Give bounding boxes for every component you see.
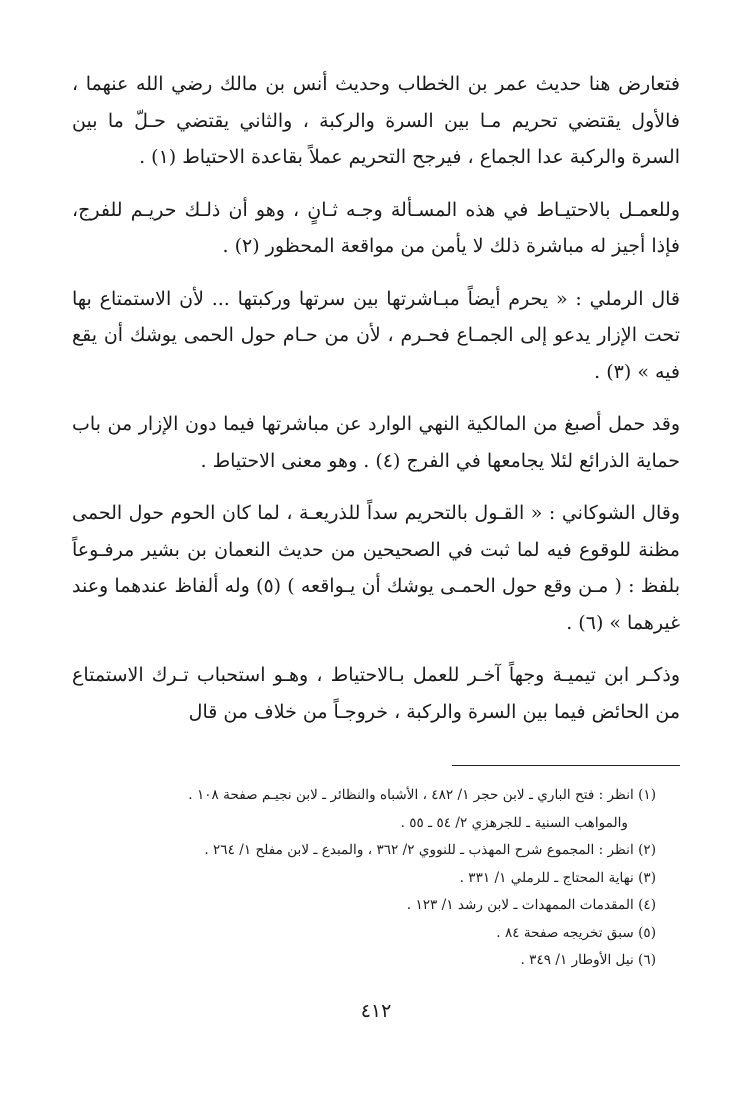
paragraph: وللعمـل بالاحتيـاط في هذه المسـألة وجـه ثـانٍ ، وهو أن ذلـك حريـم للفرج، فإذا أجيز له مباشرة ذلك لا يأمن من مواقعة المحظور (٢) . (72, 198, 680, 257)
paragraph: فتعارض هنا حديث عمر بن الخطاب وحديث أنس بن مالك رضي الله عنهما ، فالأول يقتضي تحريم مـا بين السرة والركبة ، والثاني يقتضي حـلّ ما بين السرة والركبة عدا الجماع ، فيرجح التحريم عملاً بقاعدة الاحتياط (١) . (72, 73, 680, 168)
paragraph: وذكـر ابن تيميـة وجهاً آخـر للعمل بـالاحتياط ، وهـو استحباب تـرك الاستمتاع من الحائض فيما بين السرة والركبة ، خروجـاً من خلاف من قال (72, 664, 680, 723)
paragraph: قال الرملي : « يحرم أيضاً مبـاشرتها بين سرتها وركبتها ... لأن الاستمتاع بها تحت الإزار يدعو إلى الجمـاع فحـرم ، لأن من حـام حول الحمى يوشك أن يقع فيه » (٣) . (72, 287, 680, 383)
footnotes (72, 782, 656, 975)
footnote: (٦) نيل الأوطار ١/ ٣٤٩ . (520, 952, 656, 968)
paragraph: وقد حمل أصبغ من المالكية النهي الوارد عن مباشرتها فيما دون الإزار من باب حماية الذرائع لئلا يجامعها في الفرج (٤) . وهو معنى الاحتياط . (72, 413, 680, 472)
footnote: (٤) المقدمات الممهدات ـ لابن رشد ١/ ١٢٣ . (406, 897, 656, 913)
page-number: ٤١٢ (360, 1000, 392, 1022)
footnote-divider (452, 765, 680, 766)
footnote: (٢) انظر : المجموع شرح المهذب ـ للنووي ٢/ ٣٦٢ ، والمبدع ـ لابن مفلح ١/ ٢٦٤ . (204, 842, 656, 858)
footnote: (٣) نهاية المحتاج ـ للرملي ١/ ٣٣١ . (459, 869, 656, 886)
footnote: (١) انظر : فتح الباري ـ لابن حجر ١/ ٤٨٢ ، الأشباه والنظائر ـ لابن نجيـم صفحة ١٠٨ . (188, 787, 656, 803)
paragraph: وقال الشوكاني : « القـول بالتحريم سداً للذريعـة ، لما كان الحوم حول الحمى مظنة للوقوع فيه لما ثبت في الصحيحين من حديث النعمان بن بشير مرفـوعاً بلفظ : ( مـن وقع حول الحمـى يوشك أن يـواقعه ) (٥) وله ألفاظ عندهما وعند غيرهما » (٦) . (72, 502, 680, 634)
main-text (72, 66, 680, 746)
footnote: (٥) سبق تخريجه صفحة ٨٤ . (496, 924, 656, 941)
footnote: والمواهب السنية ـ للجرهزي ٢/ ٥٤ ـ ٥٥ . (400, 814, 628, 831)
